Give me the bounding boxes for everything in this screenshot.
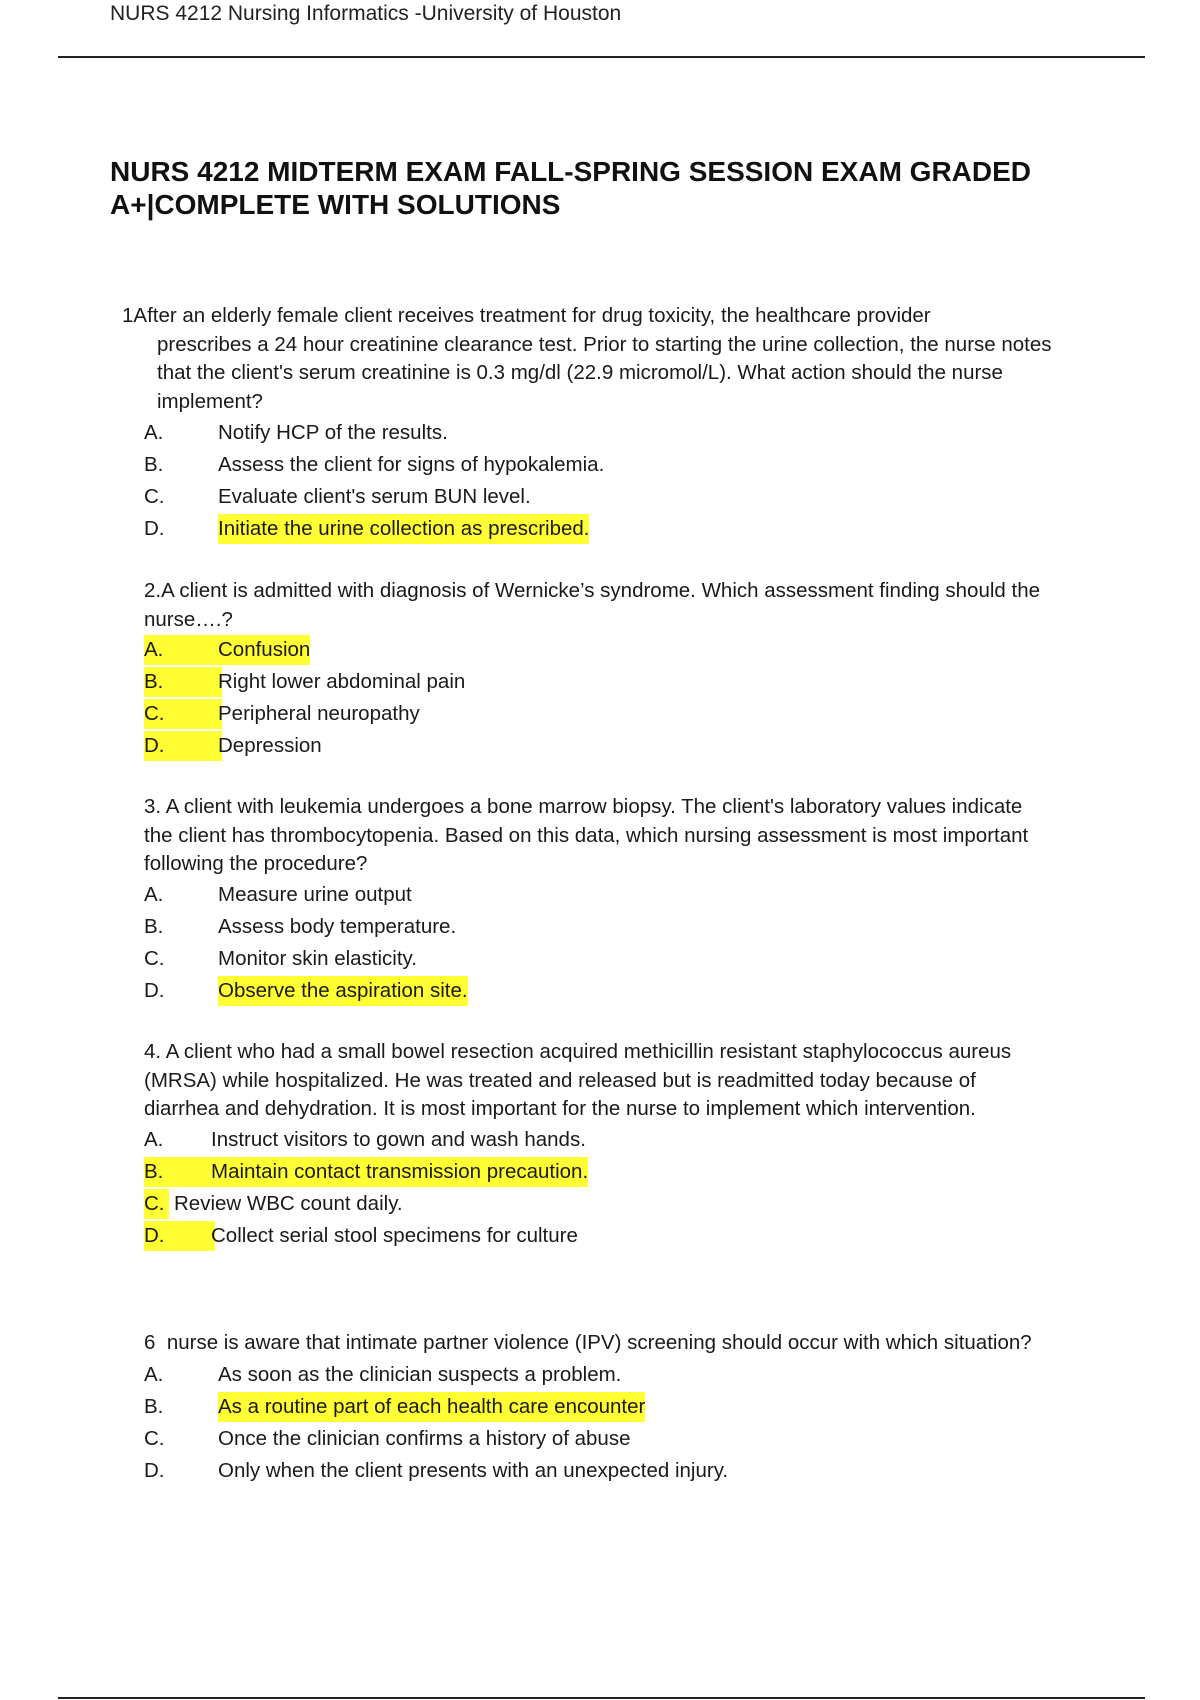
option-letter: B. [144,914,164,938]
stem-line-1: After an elderly female client receives treatment for drug toxicity, the healthcare provider [133,304,931,327]
question-6 [144,1329,1044,1488]
option-b[interactable] [144,912,1044,944]
question-stem [144,1038,1044,1124]
option-text: Measure urine output [218,882,412,906]
option-text-highlighted: Observe the aspiration site. [218,976,468,1006]
options-list [144,635,1084,763]
question-2 [144,577,1084,763]
option-letter-highlighted: C. [144,1189,169,1219]
option-a[interactable] [144,418,1062,450]
stem-continuation: prescribes a 24 hour creatinine clearance test. Prior to starting the urine collection, the nurse notes that the client's serum creatinine is 0.3 mg/dl (22.9 micromol/L). What action should the nurse implement? [157,332,1052,413]
option-text: Review WBC count daily. [174,1191,403,1215]
option-text-highlighted: As a routine part of each health care encounter [218,1392,645,1422]
option-letter: A. [144,1362,164,1386]
question-4 [144,1038,1044,1253]
option-letter: A. [144,421,164,444]
option-text: Peripheral neuropathy [218,702,420,725]
option-letter: B. [144,1394,164,1418]
question-number: 1 [122,304,134,327]
option-text: Once the clinician confirms a history of abuse [218,1426,631,1450]
option-c[interactable] [144,1424,1044,1456]
options-list [144,1360,1044,1488]
header-rule [58,56,1145,58]
footer-rule [58,1697,1145,1699]
option-d[interactable] [144,731,1084,763]
options-list [144,418,1062,546]
option-d[interactable] [144,1456,1044,1488]
option-b-answer[interactable] [144,1392,1044,1424]
options-list [144,1125,1044,1253]
option-letter-highlighted: C. [144,699,222,729]
option-c[interactable] [144,1189,1044,1221]
options-list [144,880,1044,1008]
option-letter: C. [144,1426,165,1450]
option-d-answer[interactable] [144,976,1044,1008]
option-text: Assess body temperature. [218,914,457,938]
option-letter: D. [144,517,165,540]
option-c[interactable] [144,482,1062,514]
option-d-answer[interactable] [144,514,1062,546]
option-c[interactable] [144,944,1044,976]
stem-text: A client is admitted with diagnosis of Wernicke’s syndrome. Which assessment finding should the nurse….? [144,579,1040,631]
question-stem [144,1329,1044,1358]
title-line-1: NURS 4212 MIDTERM EXAM FALL-SPRING SESSION EXAM GRADED [110,156,1032,187]
document-title [110,155,1110,221]
option-letter: A. [144,882,164,906]
option-text: Assess the client for signs of hypokalemia. [218,453,605,476]
question-number: 2. [144,579,162,602]
option-letter: C. [144,946,165,970]
question-stem [144,793,1044,879]
option-letter: D. [144,978,165,1002]
option-text: Only when the client presents with an unexpected injury. [218,1458,729,1482]
question-stem [144,577,1084,634]
question-3 [144,793,1044,1008]
option-letter-highlighted: D. [144,731,222,761]
option-a[interactable] [144,1360,1044,1392]
option-letter: B. [144,453,164,476]
option-text: As soon as the clinician suspects a problem. [218,1362,622,1386]
option-text: Monitor skin elasticity. [218,946,417,970]
option-a[interactable] [144,1125,1044,1157]
option-letter-highlighted: D. [144,1221,215,1251]
option-text: Evaluate client's serum BUN level. [218,485,531,508]
option-letter: D. [144,1458,165,1482]
option-letter-highlighted: A. [144,635,222,665]
question-number: 6 [144,1331,156,1354]
option-b[interactable] [144,450,1062,482]
option-d[interactable] [144,1221,1044,1253]
running-header: NURS 4212 Nursing Informatics -University of Houston [110,2,622,25]
option-a[interactable] [144,880,1044,912]
option-text: Collect serial stool specimens for culture [211,1223,578,1247]
option-b-answer[interactable] [144,1157,1044,1189]
option-c[interactable] [144,699,1084,731]
option-text: Notify HCP of the results. [218,421,448,444]
stem-text: A client who had a small bowel resection acquired methicillin resistant staphylococcus aureus (MRSA) while hospitalized. He was treated and released but is readmitted today because of diarrhea and dehydration. It is most important for the nurse to implement which intervention. [144,1040,1012,1120]
question-1 [122,302,1062,546]
option-text-highlighted: Maintain contact transmission precaution. [211,1157,588,1187]
question-stem [122,302,1062,331]
option-letter: C. [144,485,165,508]
option-text-highlighted: Initiate the urine collection as prescribed. [218,514,589,544]
option-letter-highlighted: B. [144,667,222,697]
option-b[interactable] [144,667,1084,699]
title-line-2: A+|COMPLETE WITH SOLUTIONS [110,189,561,220]
option-letter-highlighted: B. [144,1157,215,1187]
option-a-answer[interactable] [144,635,1084,667]
option-text: Right lower abdominal pain [218,670,466,693]
stem-text: A client with leukemia undergoes a bone marrow biopsy. The client's laboratory values indicate the client has thrombocytopenia. Based on this data, which nursing assessment is most important following the procedure? [144,795,1029,875]
option-text: Depression [218,734,322,757]
question-number: 4. [144,1040,162,1063]
question-number: 3. [144,795,162,818]
option-letter: A. [144,1127,164,1151]
stem-text: nurse is aware that intimate partner violence (IPV) screening should occur with which situation? [166,1331,1032,1354]
option-text: Instruct visitors to gown and wash hands. [211,1127,586,1151]
option-text-highlighted: Confusion [218,635,310,665]
